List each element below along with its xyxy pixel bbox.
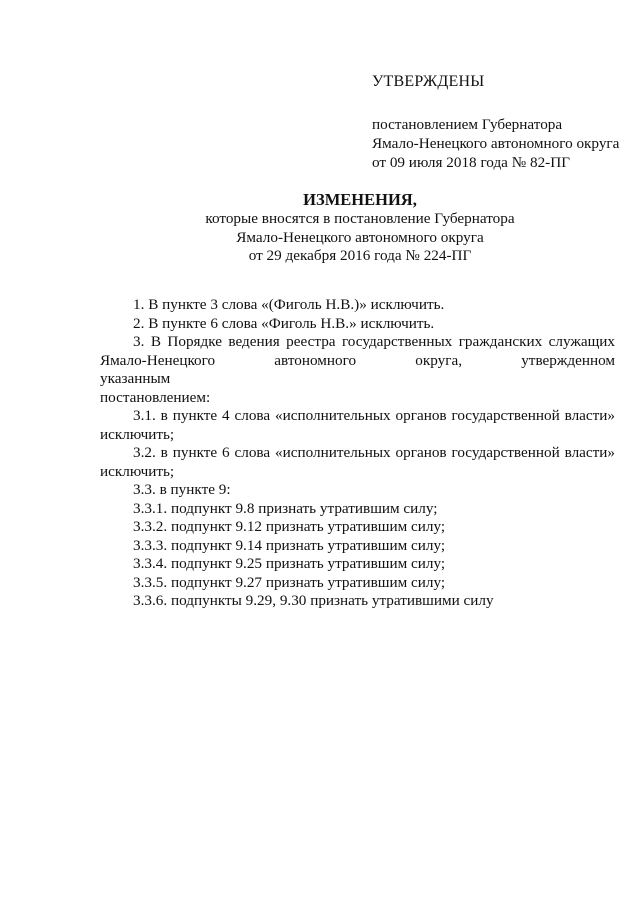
approval-stamp <box>372 72 622 172</box>
item-3-line: Ямало-Ненецкого автономного округа, утвержденном указанным <box>100 351 615 387</box>
approval-details <box>372 115 622 172</box>
heading-subtitle-line: Ямало-Ненецкого автономного округа <box>236 228 484 246</box>
approval-line: Ямало-Ненецкого автономного округа <box>372 135 620 152</box>
item-3-line: постановлением: <box>100 388 211 406</box>
item-3-2-line: 3.2. в пункте 6 слова «исполнительных органов государственной власти» <box>133 444 615 461</box>
approval-line: постановлением Губернатора <box>372 116 563 133</box>
item-3-line: 3. В Порядке ведения реестра государственных гражданских служащих <box>133 333 615 350</box>
item-3-3-1: 3.3.1. подпункт 9.8 признать утратившим силу; <box>133 499 438 517</box>
item-1: 1. В пункте 3 слова «(Фиголь Н.В.)» исключить. <box>133 296 445 313</box>
item-3-1-line: 3.1. в пункте 4 слова «исполнительных органов государственной власти» <box>133 407 615 424</box>
item-3-3-3: 3.3.3. подпункт 9.14 признать утратившим силу; <box>133 536 446 554</box>
approval-line: от 09 июля 2018 года № 82-ПГ <box>372 154 570 171</box>
document-heading <box>100 190 620 266</box>
item-3-2-line: исключить; <box>100 462 175 480</box>
heading-subtitle-line: от 29 декабря 2016 года № 224-ПГ <box>248 247 472 264</box>
approval-title: УТВЕРЖДЕНЫ <box>372 73 485 90</box>
item-3-3-2: 3.3.2. подпункт 9.12 признать утратившим силу; <box>133 518 446 535</box>
item-3-3-6: 3.3.6. подпункты 9.29, 9.30 признать утратившими силу <box>133 592 494 609</box>
item-3-3-5: 3.3.5. подпункт 9.27 признать утратившим силу; <box>133 573 446 591</box>
item-3-1-line: исключить; <box>100 425 175 443</box>
item-3-3-4: 3.3.4. подпункт 9.25 признать утратившим силу; <box>133 555 446 572</box>
document-body <box>100 296 615 611</box>
item-2: 2. В пункте 6 слова «Фиголь Н.В.» исключить. <box>133 314 435 332</box>
item-3-3: 3.3. в пункте 9: <box>133 481 231 498</box>
heading-subtitle-line: которые вносятся в постановление Губернатора <box>205 210 515 227</box>
heading-title: ИЗМЕНЕНИЯ, <box>303 190 417 209</box>
